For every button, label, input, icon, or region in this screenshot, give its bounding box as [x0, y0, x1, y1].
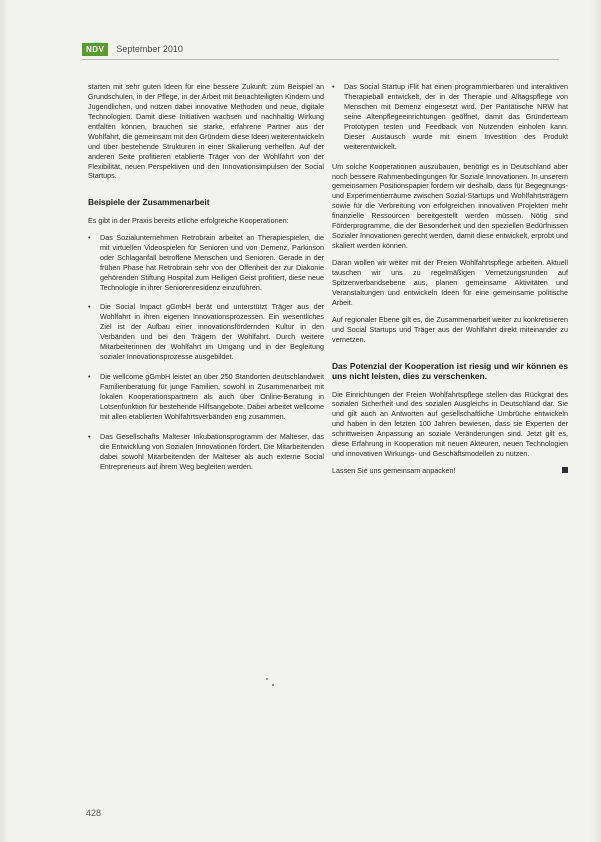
list-item-text: Das Sozialunternehmen Retrobrain arbeitet an Therapiespielen, die mit virtuellen Videospielen für Senioren und von Demenz, Parkinson oder Schlaganfall betroffene Menschen und Senioren. Gerade in der frühen Phase hat Retrobrain sehr von der Offenheit der zur Diakonie gehörenden Stiftung Hospital zum Heiligen Geist profitiert, diese neue Technologie in ihrer Seniorenresidenz einzuführen. — [100, 232, 324, 292]
list-item-text: Die Social Impact gGmbH berät und unterstützt Träger aus der Wohlfahrt in ihren eigenen Innovationsprozessen. Ein wesentliches Ziel ist der Aufbau einer innovationsfördernden Kultur in den Verbänden und bei den Trägern der Wohlfahrt. Durch weitere Mitarbeiterinnen der Wohlfahrt im Umgang und in der Begleitung sozialer Innovationsprozesse ausgebildet. — [100, 302, 324, 362]
ndv-logo: NDV — [82, 43, 108, 56]
page-header — [82, 42, 183, 56]
bullet-icon: • — [332, 82, 335, 91]
list-item — [88, 302, 324, 362]
issue-date: September 2010 — [116, 44, 183, 54]
paper-specks — [264, 676, 278, 688]
closing-line — [332, 466, 568, 476]
body-paragraph: Die Einrichtungen der Freien Wohlfahrtspflege stellen das Rückgrat des sozialen Sicherheit und des sozialen Ausgleichs in Deutschland dar. Sie und gilt auch an Antworten auf gesellschaftliche Umbrüche entwickeln und haben in den letzten 100 Jahren bewiesen, dass sie Experten der schrittweisen Anpassung an soziale Veränderungen sind. Jetzt gilt es, diese Erfahrung in Kooperation mit neuen Akteuren, neuen Technologien und innovativen Wirkungs- und Geschäftsmodellen zu nutzen. — [332, 389, 568, 459]
end-mark-icon — [562, 467, 568, 473]
left-column — [88, 82, 324, 482]
list-item — [332, 82, 568, 152]
list-item — [88, 372, 324, 422]
body-paragraph: Daran wollen wir weiter mit der Freien Wohlfahrtspflege arbeiten. Aktuell tauschen wir uns zu regelmäßigen Vernetzungsrunden auf Spitzenverbandsebene aus, planen gemeinsame Aktivitäten und Veranstaltungen und entwickeln Ideen für eine gemeinsame politische Arbeit. — [332, 258, 568, 307]
bullet-icon: • — [88, 232, 91, 242]
page-number: 428 — [86, 808, 102, 818]
list-item — [88, 432, 324, 472]
list-item-text: Das Social Startup iFlit hat einen programmierbaren und interaktiven Therapieball entwickelt, der in der Therapie und Alltagspflege von Menschen mit Demenz eingesetzt wird. Der Paritätische NRW hat seine Altenpflegeeinrichtungen geöffnet, damit das Gründerteam Prototypen testen und Feedback von Nutzenden einholen kann. Dieser Austausch wurde mit einem Investition des Produkt weiterentwickelt. — [344, 82, 568, 151]
intro-paragraph: starten mit sehr guten Ideen für eine bessere Zukunft: zum Beispiel an Grundschulen, in der Pflege, in der Arbeit mit benachteiligten Kindern und Jugendlichen, und nutzen dabei innovative Methoden und neue, digitale Technologien. Damit diese Initiativen wachsen und nachhaltig Wirkung entfalten können, brauchen sie starke, erfahrene Partner aus der Wohlfahrt, die gemeinsam mit den Gründern diese Ideen weiterentwickeln und über bestehende Strukturen in einer Skalierung verhelfen. Auf der anderen Seite profitieren etablierte Träger von der Wohlfahrt von der Flexibilität, neuen Perspektiven und den Innovationsimpulsen der Social Startups. — [88, 82, 324, 181]
body-paragraph: Um solche Kooperationen auszubauen, benötigt es in Deutschland aber noch bessere Rahmenbedingungen für Soziale Innovationen. In unserem gemeinsamen Positionspapier fordern wir deshalb, dass für Begegnungs- und Experimentierräume zwischen Sozial-Startups und Wohlfahrtsträgern sowie für die Verbreitung von erfolgreichen innovativen Projekten mehr finanzielle Ressourcen bereitgestellt werden müssen. Nötig sind Förderprogramme, die der Besonderheit und den speziellen Bedürfnissen Sozialer Innovationen gerecht werden, damit diese entwickelt, erprobt und skaliert werden können. — [332, 161, 568, 251]
right-column — [332, 82, 568, 483]
bullet-icon: • — [88, 431, 91, 441]
list-item-text: Die wellcome gGmbH leistet an über 250 Standorten deutschlandweit Familienberatung für junge Familien, sowohl in Zusammenarbeit mit lokalen Kooperationspartnern als auch über Online-Beratung in Lotsenfunktion für bestehende Hilfsangebote. Dabei arbeitet wellcome mit allen etablierten Wohlfahrtsverbänden eng zusammen. — [100, 372, 324, 421]
list-item-text: Das Gesellschafts Malteser Inkubationsprogramm der Malteser, das die Entwicklung von Sozialen Innovationen fördert. Die Mitarbeitenden dabei sowohl Mitarbeitenden der Malteser als auch externe Social Entrepreneurs auf ihrem Weg begleiten werden. — [100, 431, 324, 471]
section-heading: Beispiele der Zusammenarbeit — [88, 197, 210, 208]
bullet-list — [332, 82, 568, 152]
body-paragraph: Auf regionaler Ebene gilt es, die Zusammenarbeit weiter zu konkretisieren und Social Startups und Träger aus der Wohlfahrt direkt miteinander zu vernetzen. — [332, 314, 568, 344]
bullet-icon: • — [88, 372, 91, 382]
section-heading: Das Potenzial der Kooperation ist riesig und wir können es uns nicht leisten, dies zu verschenken. — [332, 360, 568, 381]
header-rule — [82, 59, 559, 60]
closing-text: Lassen Sie uns gemeinsam anpacken! — [332, 466, 456, 476]
list-item — [88, 233, 324, 293]
lead-paragraph: Es gibt in der Praxis bereits etliche erfolgreiche Kooperationen: — [88, 215, 289, 225]
bullet-list — [88, 233, 324, 472]
bullet-icon: • — [88, 302, 91, 312]
